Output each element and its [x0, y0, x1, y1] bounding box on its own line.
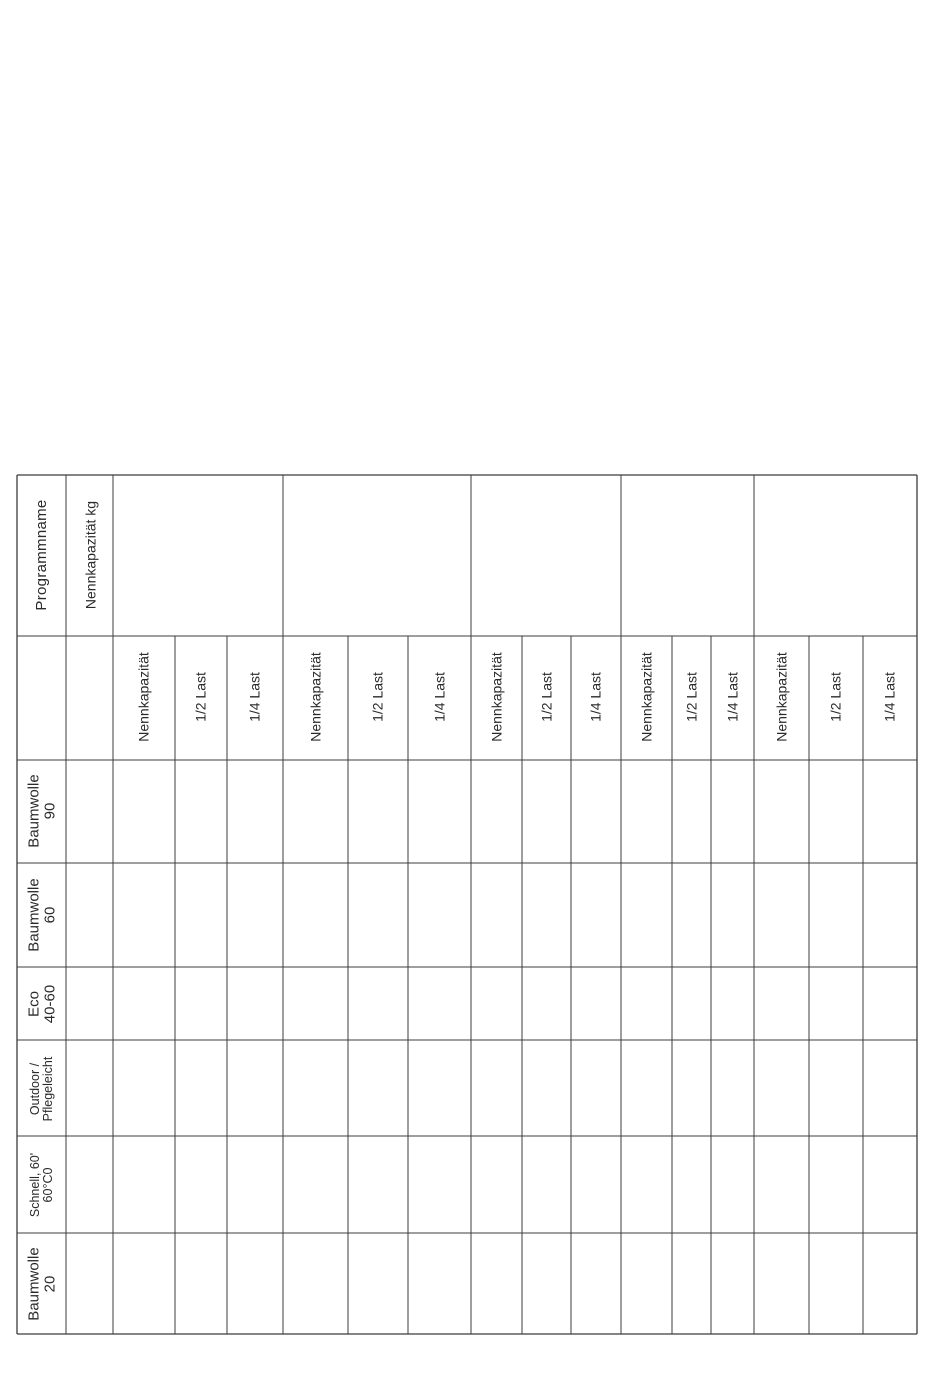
- load-label: Nennkapazität: [135, 652, 152, 742]
- program-label: Eco 40-60: [25, 984, 58, 1024]
- program-label: Baumwolle 60: [25, 878, 58, 952]
- load-label: Nennkapazität: [488, 652, 505, 742]
- program-label: Baumwolle 90: [25, 774, 58, 848]
- program-label: Baumwolle 20: [25, 1247, 58, 1321]
- load-label: 1/2 Last: [827, 672, 844, 722]
- load-label: 1/4 Last: [881, 672, 898, 722]
- load-label: Nennkapazität: [638, 652, 655, 742]
- program-label: Outdoor / Pflegeleicht: [27, 1056, 55, 1122]
- header-program-name: Programmname: [33, 499, 51, 611]
- load-label: 1/2 Last: [192, 672, 209, 722]
- load-label: 1/2 Last: [683, 672, 700, 722]
- header-rated-capacity: Nennkapazität kg: [82, 500, 99, 610]
- load-label: 1/2 Last: [369, 672, 386, 722]
- load-label: Nennkapazität: [307, 652, 324, 742]
- load-label: 1/4 Last: [724, 672, 741, 722]
- load-label: 1/4 Last: [246, 672, 263, 722]
- load-label: 1/2 Last: [538, 672, 555, 722]
- load-label: 1/4 Last: [587, 672, 604, 722]
- load-label: Nennkapazität: [773, 652, 790, 742]
- program-label: Schnell, 60' 60°C0: [27, 1152, 55, 1218]
- load-label: 1/4 Last: [431, 672, 448, 722]
